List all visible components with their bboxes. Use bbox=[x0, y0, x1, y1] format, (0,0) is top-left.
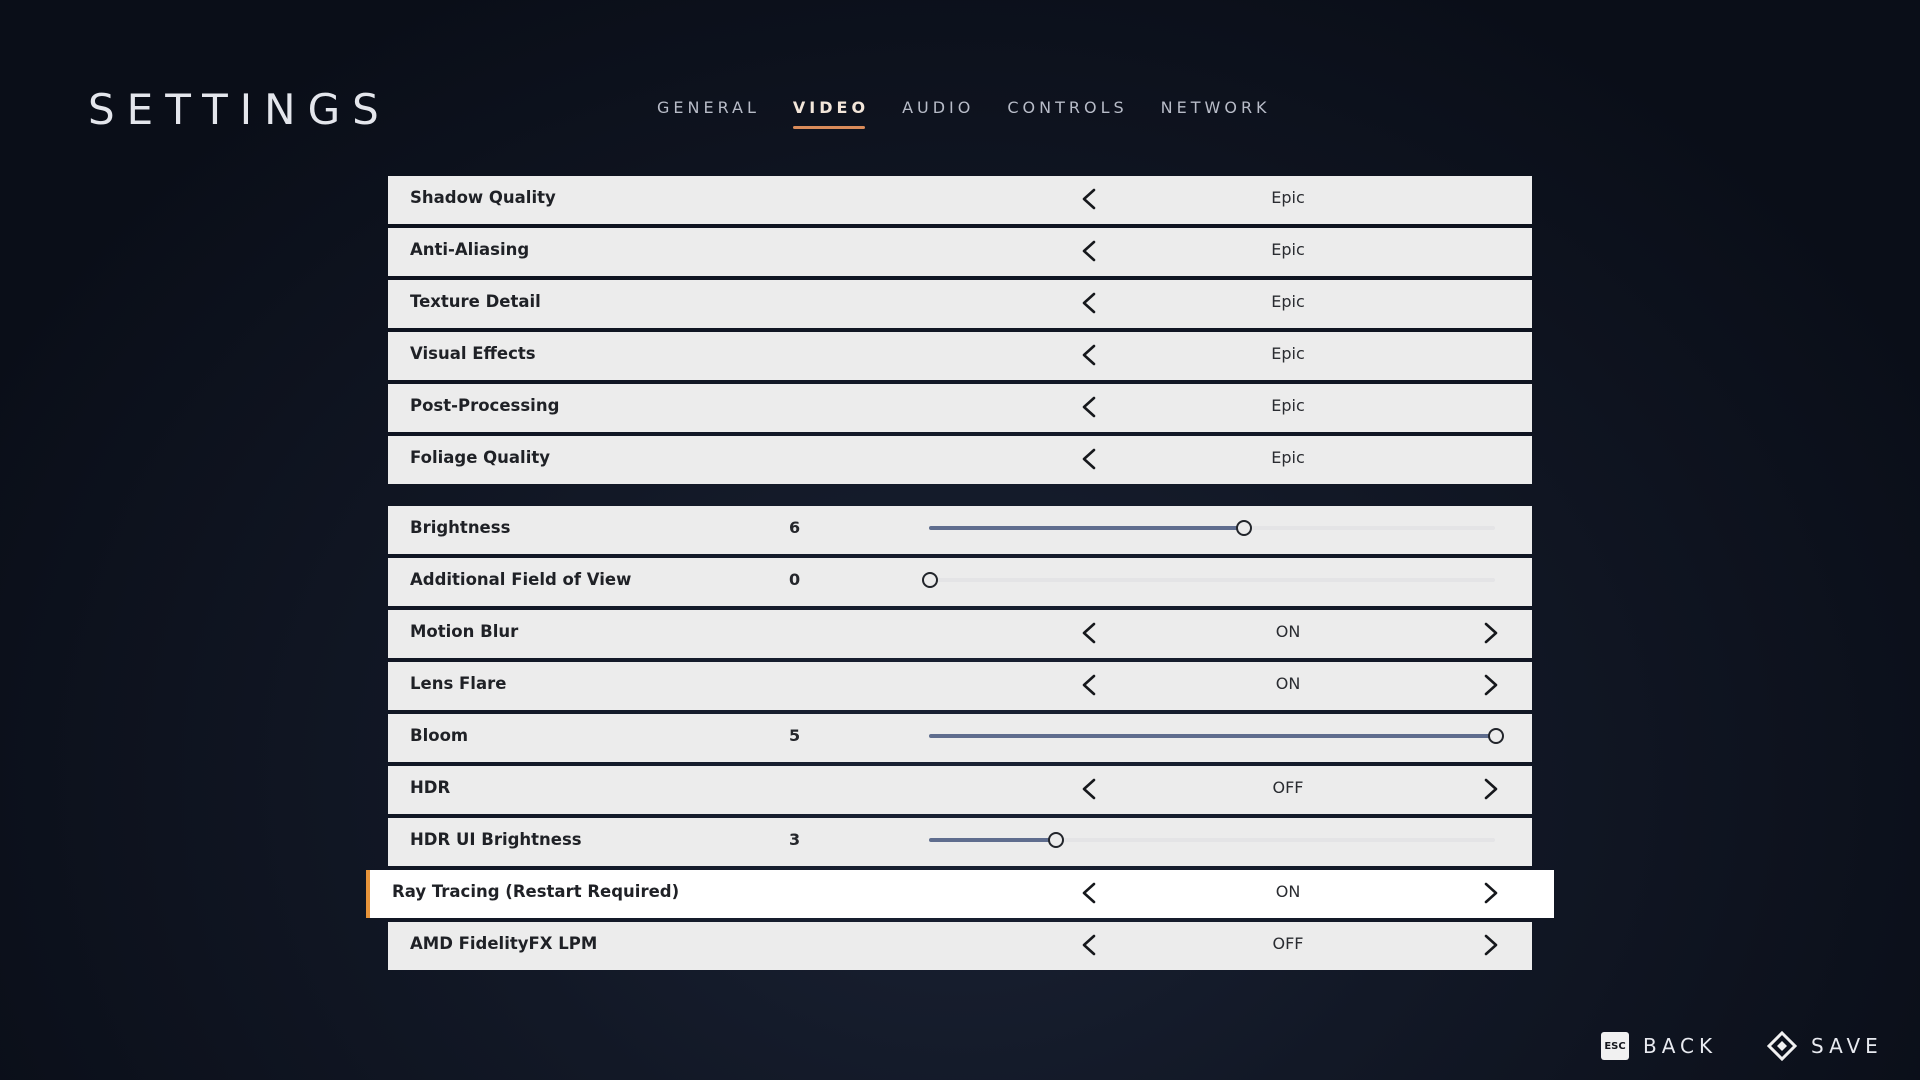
setting-row[interactable] bbox=[388, 714, 1532, 762]
setting-row[interactable] bbox=[388, 558, 1532, 606]
settings-tabs bbox=[657, 96, 1304, 120]
slider-value: 5 bbox=[789, 726, 801, 745]
diamond-icon bbox=[1767, 1031, 1797, 1061]
slider-handle[interactable] bbox=[1488, 728, 1504, 744]
setting-label: Bloom bbox=[410, 726, 469, 745]
back-label: BACK bbox=[1643, 1034, 1718, 1058]
save-label: SAVE bbox=[1811, 1034, 1883, 1058]
chevron-left-icon[interactable] bbox=[1075, 618, 1105, 648]
chevron-left-icon[interactable] bbox=[1075, 444, 1105, 474]
setting-row[interactable] bbox=[388, 332, 1532, 380]
chevron-left-icon[interactable] bbox=[1075, 236, 1105, 266]
setting-label: Ray Tracing (Restart Required) bbox=[392, 882, 680, 901]
slider-value: 0 bbox=[789, 570, 801, 589]
setting-row[interactable] bbox=[388, 228, 1532, 276]
setting-label: HDR bbox=[410, 778, 451, 797]
esc-key-icon: ESC bbox=[1601, 1032, 1629, 1060]
save-button[interactable] bbox=[1767, 1030, 1883, 1062]
chevron-left-icon[interactable] bbox=[1075, 670, 1105, 700]
chevron-left-icon[interactable] bbox=[1075, 878, 1105, 908]
setting-row[interactable] bbox=[366, 870, 1554, 918]
chevron-left-icon[interactable] bbox=[1075, 774, 1105, 804]
setting-label: Foliage Quality bbox=[410, 448, 550, 467]
setting-row[interactable] bbox=[388, 436, 1532, 484]
slider-fill bbox=[929, 734, 1495, 738]
slider-fill bbox=[929, 838, 1055, 842]
tab-video[interactable]: VIDEO bbox=[793, 96, 869, 120]
slider-track[interactable] bbox=[929, 578, 1495, 582]
setting-row[interactable] bbox=[388, 818, 1532, 866]
setting-value: Epic bbox=[1271, 396, 1305, 415]
slider-handle[interactable] bbox=[1048, 832, 1064, 848]
chevron-left-icon[interactable] bbox=[1075, 392, 1105, 422]
setting-label: HDR UI Brightness bbox=[410, 830, 582, 849]
chevron-left-icon[interactable] bbox=[1075, 930, 1105, 960]
setting-value: OFF bbox=[1272, 934, 1304, 953]
setting-row[interactable] bbox=[388, 384, 1532, 432]
setting-value: Epic bbox=[1271, 292, 1305, 311]
setting-value: Epic bbox=[1271, 448, 1305, 467]
slider[interactable] bbox=[929, 578, 1495, 582]
setting-value: Epic bbox=[1271, 188, 1305, 207]
tab-network[interactable]: NETWORK bbox=[1160, 98, 1271, 117]
chevron-right-icon[interactable] bbox=[1475, 670, 1505, 700]
setting-label: Additional Field of View bbox=[410, 570, 632, 589]
tab-general[interactable]: GENERAL bbox=[657, 98, 760, 117]
setting-label: Anti-Aliasing bbox=[410, 240, 530, 259]
setting-row[interactable] bbox=[388, 506, 1532, 554]
setting-label: Shadow Quality bbox=[410, 188, 556, 207]
setting-label: Post-Processing bbox=[410, 396, 560, 415]
setting-value: ON bbox=[1275, 622, 1301, 641]
setting-row[interactable] bbox=[388, 176, 1532, 224]
chevron-right-icon[interactable] bbox=[1475, 878, 1505, 908]
setting-row[interactable] bbox=[388, 766, 1532, 814]
page-title: SETTINGS bbox=[88, 85, 391, 134]
slider[interactable] bbox=[929, 838, 1495, 842]
setting-value: OFF bbox=[1272, 778, 1304, 797]
setting-row[interactable] bbox=[388, 610, 1532, 658]
setting-value: Epic bbox=[1271, 240, 1305, 259]
setting-value: Epic bbox=[1271, 344, 1305, 363]
setting-label: Texture Detail bbox=[410, 292, 541, 311]
setting-row[interactable] bbox=[388, 922, 1532, 970]
setting-label: Motion Blur bbox=[410, 622, 519, 641]
slider[interactable] bbox=[929, 734, 1495, 738]
tab-controls[interactable]: CONTROLS bbox=[1007, 98, 1128, 117]
setting-row[interactable] bbox=[388, 280, 1532, 328]
setting-value: ON bbox=[1275, 674, 1301, 693]
slider-fill bbox=[929, 526, 1243, 530]
slider[interactable] bbox=[929, 526, 1495, 530]
slider-value: 6 bbox=[789, 518, 801, 537]
setting-label: Lens Flare bbox=[410, 674, 507, 693]
slider-handle[interactable] bbox=[1236, 520, 1252, 536]
chevron-left-icon[interactable] bbox=[1075, 184, 1105, 214]
slider-value: 3 bbox=[789, 830, 801, 849]
setting-row[interactable] bbox=[388, 662, 1532, 710]
tab-audio[interactable]: AUDIO bbox=[902, 98, 975, 117]
setting-label: AMD FidelityFX LPM bbox=[410, 934, 598, 953]
chevron-left-icon[interactable] bbox=[1075, 340, 1105, 370]
slider-handle[interactable] bbox=[922, 572, 938, 588]
chevron-right-icon[interactable] bbox=[1475, 930, 1505, 960]
chevron-right-icon[interactable] bbox=[1475, 774, 1505, 804]
setting-label: Visual Effects bbox=[410, 344, 536, 363]
setting-label: Brightness bbox=[410, 518, 511, 537]
chevron-left-icon[interactable] bbox=[1075, 288, 1105, 318]
back-button[interactable] bbox=[1601, 1030, 1717, 1062]
chevron-right-icon[interactable] bbox=[1475, 618, 1505, 648]
setting-value: ON bbox=[1275, 882, 1301, 901]
